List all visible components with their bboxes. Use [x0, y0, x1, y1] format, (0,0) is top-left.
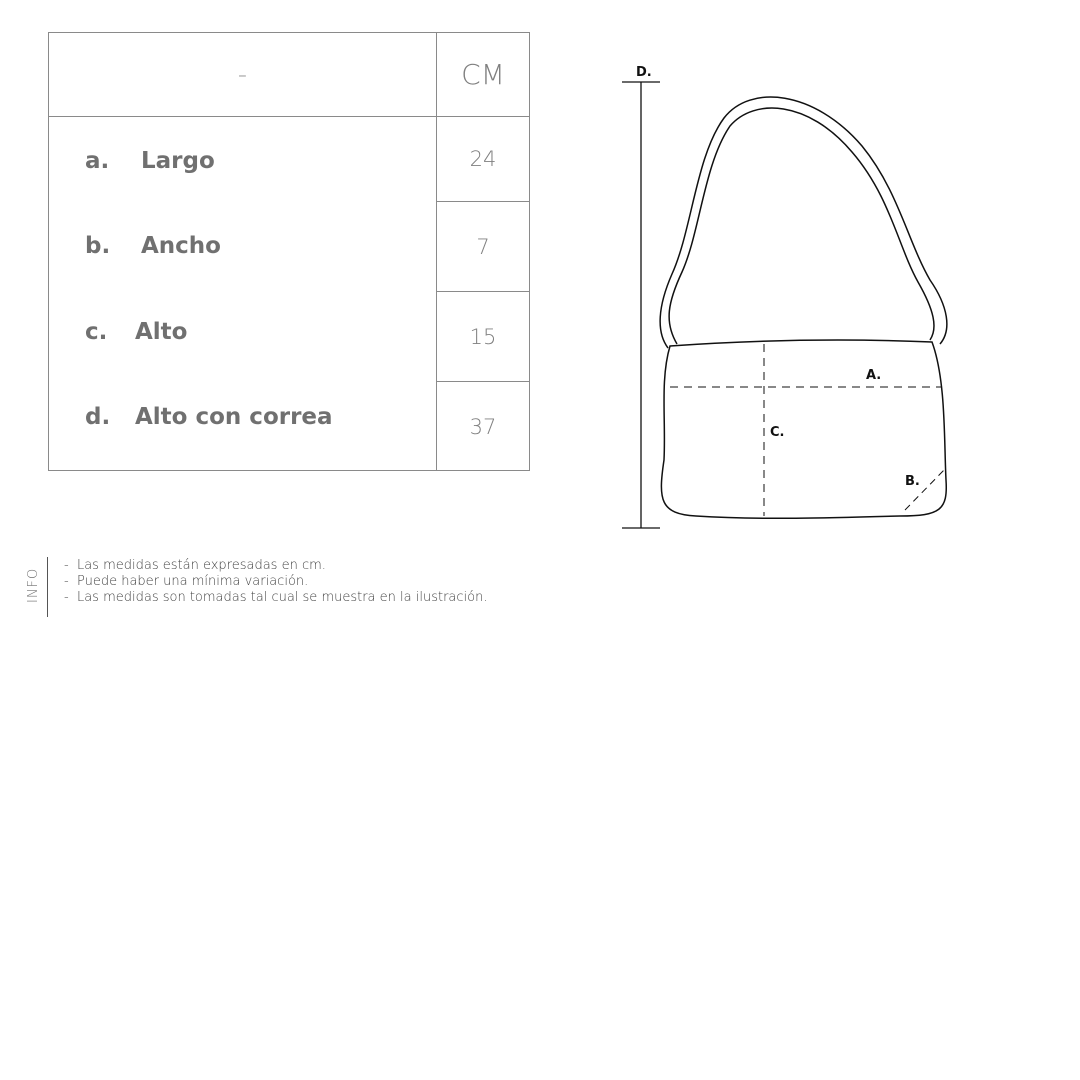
info-note: - Puede haber una mínima variación. [64, 574, 487, 590]
label-b: B. [905, 474, 920, 489]
table-header-row [49, 33, 529, 116]
header-label: - [237, 59, 248, 90]
height-dimension-line [622, 82, 660, 528]
value-cell [437, 117, 529, 201]
table-row [49, 233, 221, 259]
row-letter: d. [85, 404, 111, 430]
row-letter: b. [85, 233, 111, 259]
value-cell [437, 381, 529, 472]
row-value: 24 [469, 147, 497, 171]
row-letter: c. [85, 319, 108, 345]
bag-diagram [600, 60, 960, 540]
info-notes [64, 558, 487, 606]
bag-strap [660, 97, 947, 348]
table-row [49, 148, 215, 174]
bag-body [661, 340, 946, 518]
label-a: A. [866, 368, 882, 383]
row-name: Largo [141, 148, 215, 174]
table-row [49, 319, 187, 345]
table-row [49, 404, 333, 430]
bag-strap-inner [669, 108, 934, 344]
row-name: Alto [135, 319, 188, 345]
table-body [49, 116, 529, 470]
info-tag: INFO [26, 567, 41, 603]
row-letter: a. [85, 148, 110, 174]
row-name: Alto con correa [135, 404, 333, 430]
label-d: D. [636, 65, 652, 80]
value-cell [437, 291, 529, 382]
info-divider [47, 557, 48, 617]
row-value: 37 [469, 415, 497, 439]
size-table [48, 32, 530, 471]
row-value: 7 [476, 235, 490, 259]
label-c: C. [770, 425, 785, 440]
row-name: Ancho [141, 233, 221, 259]
info-note: - Las medidas son tomadas tal cual se muestra en la ilustración. [64, 590, 487, 606]
header-unit: CM [461, 58, 505, 91]
value-cell [437, 201, 529, 292]
row-value: 15 [469, 325, 497, 349]
info-note: - Las medidas están expresadas en cm. [64, 558, 487, 574]
